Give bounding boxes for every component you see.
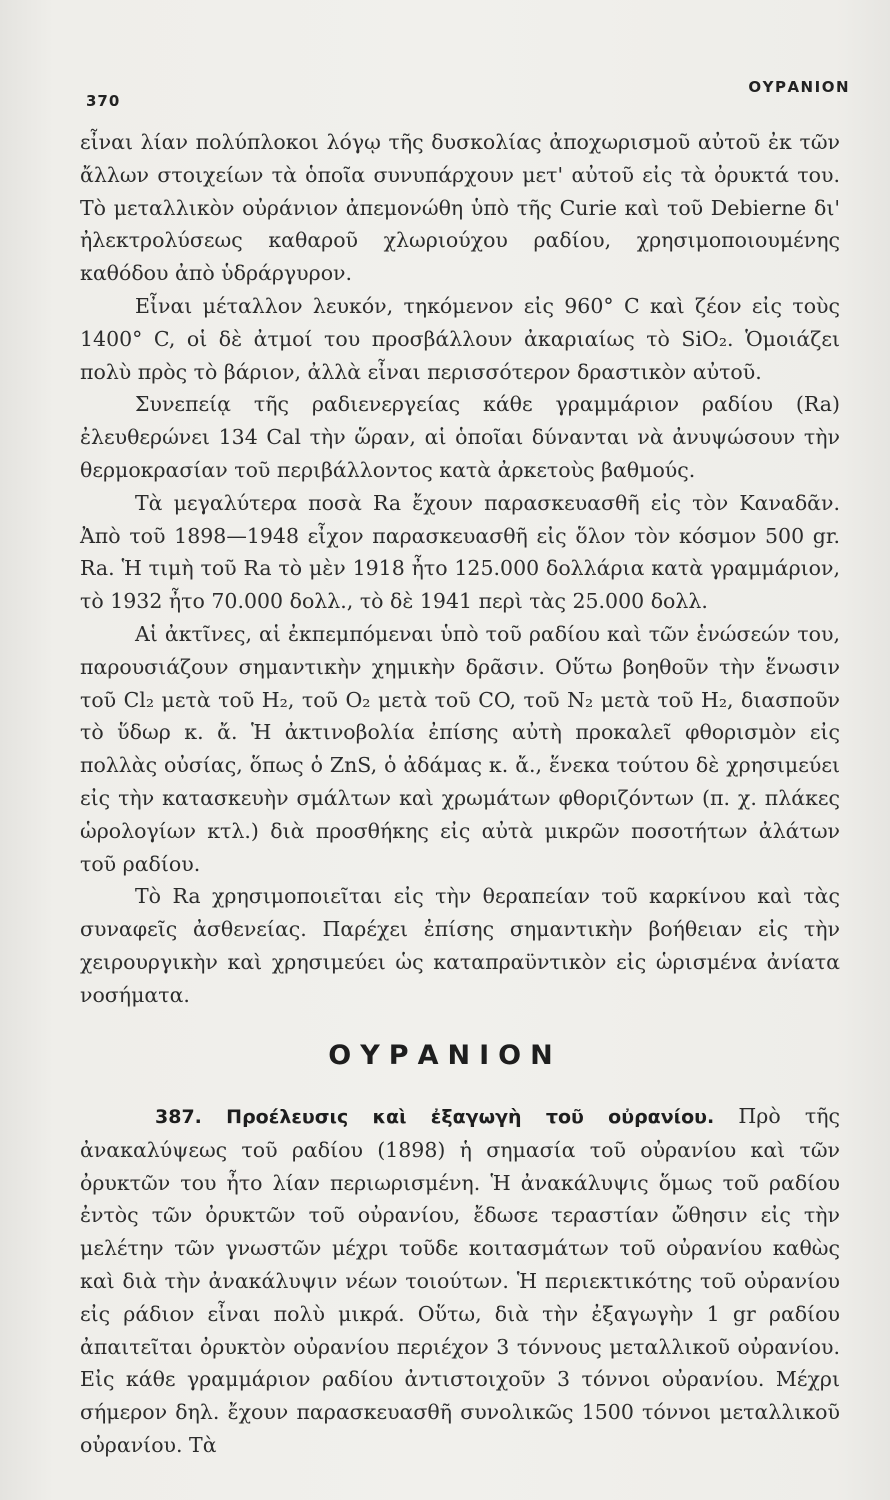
section-heading: 387. Προέλευσις καὶ ἐξαγωγὴ τοῦ οὐρανίου. [155, 1106, 715, 1128]
section-title: ΟΥΡΑΝΙΟΝ [328, 1040, 562, 1071]
paragraph-continuation: εἶναι λίαν πολύπλοκοι λόγῳ τῆς δυσκολίας ἀποχωρισμοῦ αὐτοῦ ἐκ τῶν ἄλλων στοιχείων τὰ ὁποῖα συνυπάρχουν μετ' αὐτοῦ εἰς τὰ ὀρυκτά του. Τὸ μεταλλικὸν οὐράνιον ἀπεμονώθη ὑπὸ τῆς Curie καὶ τοῦ Debierne δι' ἠλεκτρολύσεως καθαροῦ χλωριούχου ραδίου, χρησιμοποιουμένης καθόδου ἀπὸ ὑδράργυρον. [80, 130, 840, 286]
section-paragraph-text: Πρὸ τῆς ἀνακαλύψεως τοῦ ραδίου (1898) ἡ σημασία τοῦ οὐρανίου καὶ τῶν ὀρυκτῶν του ἦτο λίαν περιωρισμένη. Ἡ ἀνακάλυψις ὅμως τοῦ ραδίου ἐντὸς τῶν ὀρυκτῶν τοῦ οὐρανίου, ἔδωσε τεραστίαν ὤθησιν εἰς τὴν μελέτην τῶν γνωστῶν μέχρι τοῦδε κοιτασμάτων τοῦ οὐρανίου καθὼς καὶ διὰ τὴν ἀνακάλυψιν νέων τοιούτων. Ἡ περιεκτικότης τοῦ οὐρανίου εἰς ράδιον εἶναι πολὺ μικρά. Οὕτω, διὰ τὴν ἐξαγωγὴν 1 gr ραδίου ἀπαιτεῖται ὀρυκτὸν οὐρανίου περιέχον 3 τόννους μεταλλικοῦ οὐρανίου. Εἰς κάθε γραμμάριον ραδίου ἀντιστοιχοῦν 3 τόννοι οὐρανίου. Μέχρι σήμερον δηλ. ἔχουν παρασκευασθῆ συνολικῶς 1500 τόννοι μεταλλικοῦ οὐρανίου. Τὰ [80, 1104, 840, 1457]
paragraph-properties: Εἶναι μέταλλον λευκόν, τηκόμενον εἰς 960° C καὶ ζέον εἰς τοὺς 1400° C, οἱ δὲ ἀτμοί του προσβάλλουν ἀκαριαίως τὸ SiO₂. Ὁμοιάζει πολὺ πρὸς τὸ βάριον, ἀλλὰ εἶναι περισσότερον δραστικὸν αὐτοῦ. [80, 293, 840, 384]
paragraph-medical-use: Τὸ Ra χρησιμοποιεῖται εἰς τὴν θεραπείαν τοῦ καρκίνου καὶ τὰς συναφεῖς ἀσθενείας. Παρέχει ἐπίσης σημαντικὴν βοήθειαν εἰς τὴν χειρουργικὴν καὶ χρησιμεύει ὡς καταπραϋντικὸν εἰς ὡρισμένα ἀνίατα νοσήματα. [80, 884, 840, 1007]
section-paragraph [80, 1100, 840, 1462]
paragraph-chemical-action: Αἱ ἀκτῖνες, αἱ ἐκπεμπόμεναι ὑπὸ τοῦ ραδίου καὶ τῶν ἑνώσεών του, παρουσιάζουν σημαντικὴν χημικὴν δρᾶσιν. Οὕτω βοηθοῦν τὴν ἕνωσιν τοῦ Cl₂ μετὰ τοῦ H₂, τοῦ O₂ μετὰ τοῦ CO, τοῦ N₂ μετὰ τοῦ H₂, διασποῦν τὸ ὕδωρ κ. ἄ. Ἡ ἀκτινοβολία ἐπίσης αὐτὴ προκαλεῖ φθορισμὸν εἰς πολλὰς οὐσίας, ὅπως ὁ ZnS, ὁ ἀδάμας κ. ἄ., ἕνεκα τούτου δὲ χρησιμεύει εἰς τὴν κατασκευὴν σμάλτων καὶ χρωμάτων φθοριζόντων (π. χ. πλάκες ὡρολογίων κτλ.) διὰ προσθήκης εἰς αὐτὰ μικρῶν ποσοτήτων ἀλάτων τοῦ ραδίου. [80, 621, 840, 876]
paragraph-production-prices: Τὰ μεγαλύτερα ποσὰ Ra ἔχουν παρασκευασθῆ εἰς τὸν Καναδᾶν. Ἀπὸ τοῦ 1898—1948 εἶχον παρασκευασθῆ εἰς ὅλον τὸν κόσμον 500 gr. Ra. Ἡ τιμὴ τοῦ Ra τὸ μὲν 1918 ἦτο 125.000 δολλάρια κατὰ γραμμάριον, τὸ 1932 ἦτο 70.000 δολλ., τὸ δὲ 1941 περὶ τὰς 25.000 δολλ. [80, 490, 840, 614]
running-head: ΟΥΡΑΝΙΟΝ [748, 78, 850, 96]
paragraph-radioactivity-heat: Συνεπείᾳ τῆς ραδιενεργείας κάθε γραμμάριον ραδίου (Ra) ἐλευθερώνει 134 Cal τὴν ὥραν, αἱ ὁποῖαι δύνανται νὰ ἀνυψώσουν τὴν θερμοκρασίαν τοῦ περιβάλλοντος κατὰ ἀρκετοὺς βαθμούς. [80, 392, 840, 482]
page-number: 370 [86, 92, 121, 110]
section-text [80, 1100, 840, 1462]
body-text [80, 126, 840, 1012]
